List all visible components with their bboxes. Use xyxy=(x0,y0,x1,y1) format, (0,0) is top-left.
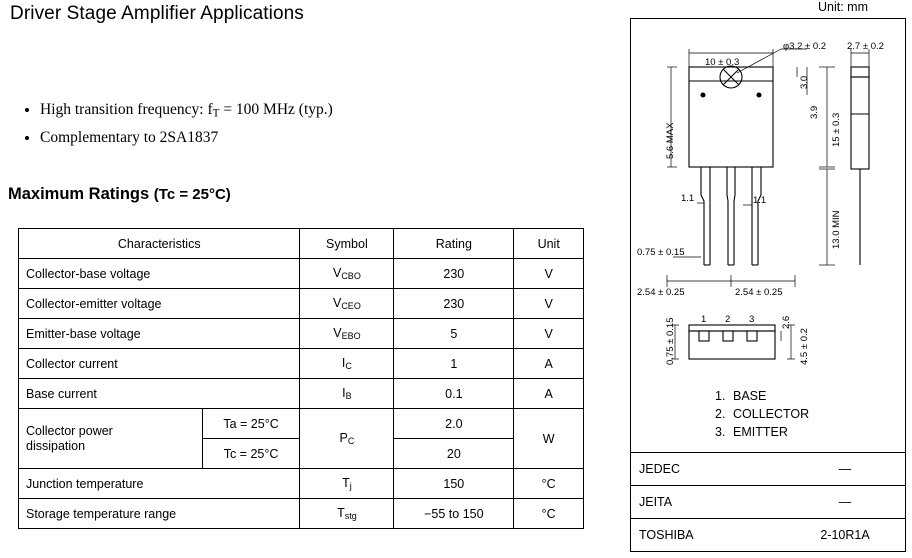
cell-characteristic: Emitter-base voltage xyxy=(19,319,300,349)
cell-characteristic: Junction temperature xyxy=(19,469,300,499)
cell-symbol: $V_{EBO}$ xyxy=(300,319,394,349)
dim-hole-to-shoulder: 3.9 xyxy=(809,105,820,119)
pin-number: 1. xyxy=(715,389,726,403)
standard-name-toshiba: TOSHIBA xyxy=(631,519,785,552)
cell-rating: 1 xyxy=(394,349,514,379)
cell-characteristic: Base current xyxy=(19,379,300,409)
dim-hole-diameter: φ3.2 ± 0.2 xyxy=(783,41,827,52)
feature-list xyxy=(18,100,578,155)
cell-rating: 230 xyxy=(394,289,514,319)
cell-rating: 5 xyxy=(394,319,514,349)
cell-characteristic: Storage temperature range xyxy=(19,499,300,529)
table-row xyxy=(19,469,584,499)
page-title: Driver Stage Amplifier Applications xyxy=(10,3,304,24)
column-header-rating: Rating xyxy=(394,229,514,259)
table-row xyxy=(19,289,584,319)
cell-characteristic: Collector current xyxy=(19,349,300,379)
pin-number: 2. xyxy=(715,407,726,422)
dim-section-height: 4.5 ± 0.2 xyxy=(799,328,810,365)
cell-symbol: $T_j$ xyxy=(300,469,394,499)
cell-unit: °C xyxy=(514,499,584,529)
dim-section-lead-width: 2.6 xyxy=(781,315,792,329)
dim-hole-center-to-top: 3.0 xyxy=(799,75,810,89)
cell-rating: 150 xyxy=(394,469,514,499)
cell-symbol: $P_C$ xyxy=(300,409,394,469)
standard-value-jedec: — xyxy=(785,453,905,486)
table-row xyxy=(19,499,584,529)
standard-value-toshiba: 2-10R1A xyxy=(785,519,905,552)
dim-section-lead-thickness: 0.75 ± 0.15 xyxy=(665,317,676,365)
cell-characteristic: Collector-emitter voltage xyxy=(19,289,300,319)
dim-lead-thickness: 0.75 ± 0.15 xyxy=(637,247,685,258)
package-standards-table xyxy=(631,452,905,551)
cell-rating: 0.1 xyxy=(394,379,514,409)
pin-row xyxy=(715,423,809,441)
cell-unit: V xyxy=(514,289,584,319)
standard-value-jeita: — xyxy=(785,486,905,519)
table-row xyxy=(19,319,584,349)
cell-rating: 20 xyxy=(394,439,514,469)
table-row xyxy=(631,486,905,519)
cell-unit: °C xyxy=(514,469,584,499)
cell-symbol: $V_{CEO}$ xyxy=(300,289,394,319)
dim-lead-width-left: 1.1 xyxy=(681,193,695,204)
dim-body-height: 15 ± 0.3 xyxy=(831,112,842,147)
dim-body-depth: 5.6 MAX xyxy=(665,122,676,159)
table-row xyxy=(19,349,584,379)
section-pin-number-1: 1 xyxy=(701,314,707,325)
table-row xyxy=(19,379,584,409)
cell-unit: W xyxy=(514,409,584,469)
cell-symbol: $I_C$ xyxy=(300,349,394,379)
cell-symbol: $V_{CBO}$ xyxy=(300,259,394,289)
pin-name: BASE xyxy=(733,389,767,403)
column-header-unit: Unit xyxy=(514,229,584,259)
pin-row xyxy=(715,387,809,405)
cell-unit: V xyxy=(514,259,584,289)
pin-name: EMITTER xyxy=(733,425,788,440)
table-header-row xyxy=(19,229,584,259)
cell-characteristic: Collector-base voltage xyxy=(19,259,300,289)
cell-symbol: $I_B$ xyxy=(300,379,394,409)
dim-pitch-right: 2.54 ± 0.25 xyxy=(735,287,783,298)
standard-name-jedec: JEDEC xyxy=(631,453,785,486)
cell-rating: 2.0 xyxy=(394,409,514,439)
cell-unit: V xyxy=(514,319,584,349)
section-pin-number-3: 3 xyxy=(749,314,755,325)
cell-unit: A xyxy=(514,379,584,409)
pin-legend xyxy=(715,387,809,441)
package-outline-panel xyxy=(630,18,906,552)
section-condition: (Tc = 25°C) xyxy=(153,186,231,203)
section-heading: Maximum Ratings (Tc = 25°C) xyxy=(8,185,231,203)
table-row xyxy=(19,409,584,439)
dim-lead-length: 13.0 MIN xyxy=(831,210,842,249)
table-row xyxy=(631,519,905,552)
cell-unit: A xyxy=(514,349,584,379)
dim-lead-width-right: 1.1 xyxy=(753,195,767,206)
section-pin-number-2: 2 xyxy=(725,314,731,325)
cell-rating: −55 to 150 xyxy=(394,499,514,529)
unit-label: Unit: mm xyxy=(818,0,868,14)
maximum-ratings-table xyxy=(18,228,584,529)
cell-symbol: $T_{stg}$ xyxy=(300,499,394,529)
pin-number: 3. xyxy=(715,425,726,440)
list-item: • Complementary to 2SA1837 xyxy=(40,128,578,147)
pin-row xyxy=(715,405,809,423)
cell-condition: Tc = 25°C xyxy=(202,439,300,469)
cell-rating: 230 xyxy=(394,259,514,289)
dim-side-thickness: 2.7 ± 0.2 xyxy=(847,41,884,52)
table-row xyxy=(631,453,905,486)
table-row xyxy=(19,259,584,289)
column-header-symbol: Symbol xyxy=(300,229,394,259)
dim-pitch-left: 2.54 ± 0.25 xyxy=(637,287,685,298)
pin-name: COLLECTOR xyxy=(733,407,810,422)
cell-condition: Ta = 25°C xyxy=(202,409,300,439)
cell-characteristic: Collector power dissipation xyxy=(19,409,203,469)
dim-top-width: 10 ± 0.3 xyxy=(705,57,740,68)
list-item: • High transition frequency: $f_T = 100$ MHz (typ.) xyxy=(40,100,578,121)
column-header-characteristics: Characteristics xyxy=(19,229,300,259)
standard-name-jeita: JEITA xyxy=(631,486,785,519)
